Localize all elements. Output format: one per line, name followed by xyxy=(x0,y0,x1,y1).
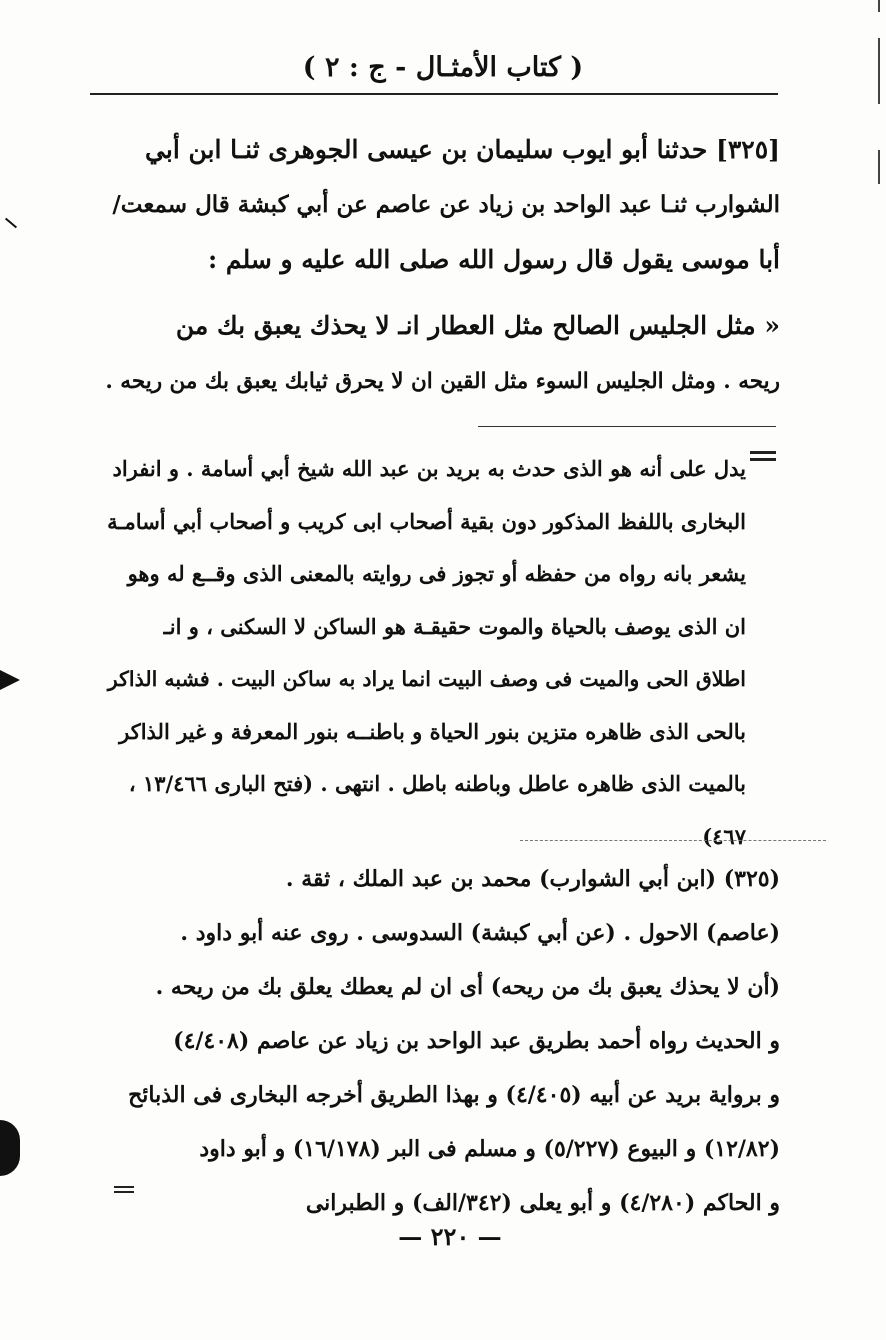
text-line: [٣٢٥] حدثنا أبو ايوب سليمان بن عيسى الجوهرى ثنـا ابن أبي xyxy=(145,135,780,164)
footnote-marker xyxy=(750,451,776,461)
text-line: أبا موسى يقول قال رسول الله صلى الله عليه و سلم : xyxy=(208,245,780,274)
notes-separator xyxy=(520,840,826,841)
margin-arrow-mark xyxy=(0,670,20,690)
text-line: « مثل الجليس الصالح مثل العطار انـ لا يحذك يعبق بك من xyxy=(175,311,780,340)
text-line: ريحه . ومثل الجليس السوء مثل القين ان لا يحرق ثيابك يعبق بك من ريحه . xyxy=(105,369,780,394)
text-line: و الحديث رواه أحمد بطريق عبد الواحد بن زياد عن عاصم (٤/٤٠٨) xyxy=(173,1028,780,1054)
margin-tick-mark xyxy=(5,218,17,229)
text-line: (٣٢٥) (ابن أبي الشوارب) محمد بن عبد الملك ، ثقة . xyxy=(285,866,780,892)
footnote-commentary xyxy=(100,443,746,863)
text-line: البخارى باللفظ المذكور دون بقية أصحاب ابى كريب و أصحاب أبي أسامـة xyxy=(107,508,746,534)
text-line: ان الذى يوصف بالحياة والموت حقيقـة هو الساكن لا السكنى ، و انـ xyxy=(163,613,746,639)
running-header: ( كتاب الأمثـال - ج : ٢ ) xyxy=(302,52,584,83)
text-line: بالحى الذى ظاهره متزين بنور الحياة و باطنــه بنور المعرفة و غير الذاكر xyxy=(119,718,746,744)
text-line: بالميت الذى ظاهره عاطل وباطنه باطل . انتهى . (فتح البارى ١٣/٤٦٦ ، xyxy=(128,771,746,796)
text-line: الشوارب ثنـا عبد الواحد بن زياد عن عاصم عن أبي كبشة قال سمعت/ xyxy=(112,191,780,218)
text-line: (أن لا يحذك يعبق بك من ريحه) أى ان لم يعطك يعلق بك من ريحه . xyxy=(155,974,780,1000)
scan-edge-line xyxy=(878,0,880,12)
text-line: يدل على أنه هو الذى حدث به بريد بن عبد الله شيخ أبي أسامة . و انفراد xyxy=(112,456,746,481)
hadith-isnad xyxy=(100,122,780,287)
margin-blot-mark xyxy=(0,1120,20,1176)
header-rule xyxy=(90,93,778,95)
text-line: اطلاق الحى والميت فى وصف البيت انما يراد به ساكن البيت . فشبه الذاكر xyxy=(107,667,746,691)
text-line: ٤٦٧) xyxy=(702,823,746,849)
text-line: (١٢/٨٢) و البيوع (٥/٢٢٧) و مسلم فى البر (١٦/١٧٨) و أبو داود xyxy=(199,1136,780,1162)
footnote-separator xyxy=(478,426,776,427)
page-number: — ٢٢٠ — xyxy=(398,1222,502,1251)
scan-edge-line xyxy=(878,38,880,104)
hadith-matn xyxy=(100,298,780,410)
scan-edge-line xyxy=(878,150,880,184)
text-line: و الحاكم (٤/٢٨٠) و أبو يعلى (٣٤٢/الف) و الطبرانى xyxy=(305,1190,780,1216)
text-line: يشعر بانه رواه من حفظه أو تجوز فى روايته بالمعنى الذى وقــع له وهو xyxy=(127,561,746,586)
text-line: و برواية بريد عن أبيه (٤/٤٠٥) و بهذا الطريق أخرجه البخارى فى الذبائح xyxy=(128,1082,780,1108)
editor-notes xyxy=(100,852,780,1230)
continuation-marker xyxy=(114,1186,134,1193)
text-line: (عاصم) الاحول . (عن أبي كبشة) السدوسى . روى عنه أبو داود . xyxy=(180,920,780,946)
